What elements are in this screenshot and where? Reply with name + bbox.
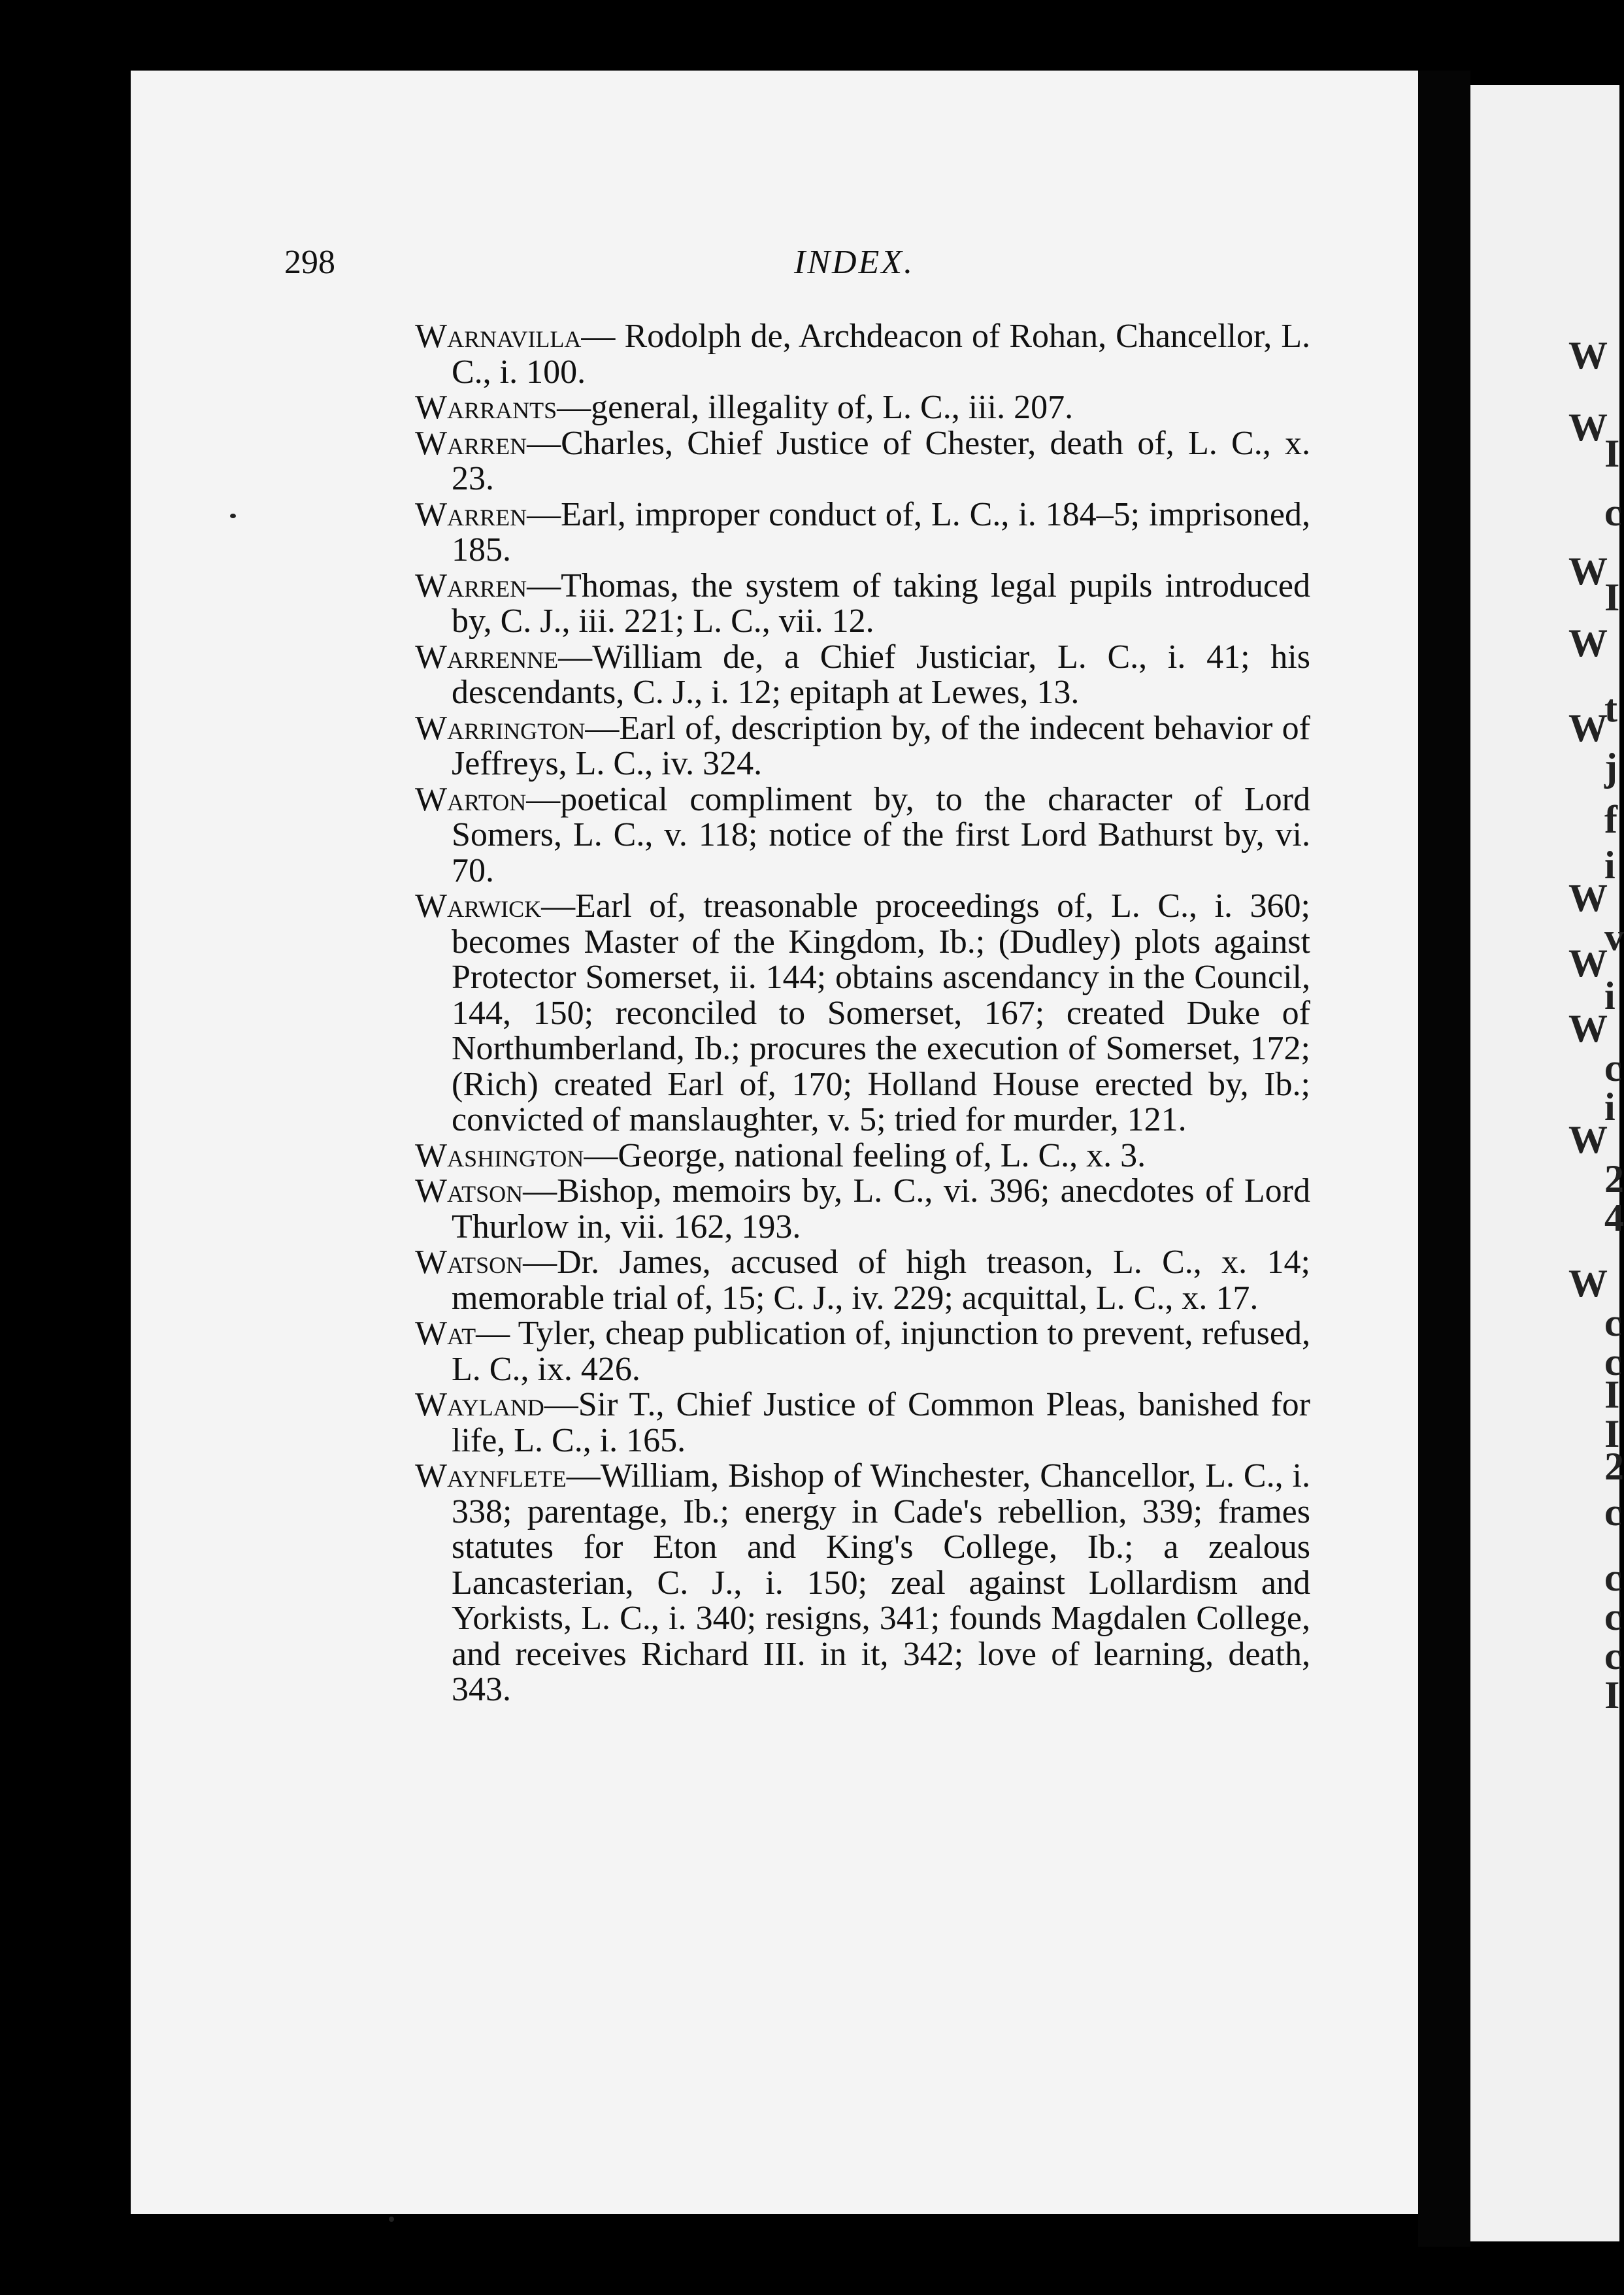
index-entry (415, 390, 1310, 426)
adjacent-page-fragment: c (1604, 1046, 1622, 1089)
adjacent-page-fragment: I (1604, 1674, 1620, 1717)
adjacent-page-fragment: i (1604, 844, 1616, 887)
adjacent-page-fragment: i (1604, 974, 1616, 1017)
page-title: INDEX. (794, 244, 915, 281)
adjacent-page-fragment: c (1604, 1595, 1622, 1638)
adjacent-page-fragment: i (1604, 1085, 1616, 1129)
adjacent-page-fragment: W (1568, 1262, 1608, 1305)
index-entry (415, 569, 1310, 640)
adjacent-page-fragment: I (1604, 1373, 1620, 1416)
adjacent-page-fragment: W (1568, 550, 1608, 593)
entry-text: —Earl, improper conduct of, L. C., i. 184–5; imprisoned, 185. (452, 495, 1310, 569)
entry-text: —Charles, Chief Justice of Chester, death of, L. C., x. 23. (452, 424, 1310, 497)
adjacent-page-fragment: I (1604, 576, 1620, 619)
entry-headword: Warwick (415, 887, 542, 925)
index-entry (415, 1387, 1310, 1459)
adjacent-page-edge (1470, 85, 1624, 2241)
adjacent-page-fragment: c (1604, 1634, 1622, 1677)
entry-text: —Sir T., Chief Justice of Common Pleas, banished for life, L. C., i. 165. (452, 1386, 1310, 1459)
page-header (284, 243, 1310, 295)
adjacent-page-fragment: v (1604, 916, 1624, 959)
entry-headword: Warren (415, 495, 527, 533)
entry-headword: Warrenne (415, 638, 559, 676)
adjacent-page-fragment: W (1568, 942, 1608, 985)
entry-headword: Warrington (415, 709, 586, 747)
adjacent-page-fragment: c (1604, 1340, 1622, 1383)
adjacent-page-fragment: W (1568, 1007, 1608, 1050)
adjacent-page-fragment: W (1568, 1118, 1608, 1161)
adjacent-page-fragment: c (1604, 1301, 1622, 1344)
entry-text: —general, illegality of, L. C., iii. 207. (557, 389, 1074, 426)
index-entry (415, 1138, 1310, 1174)
entry-headword: Wayland (415, 1386, 544, 1423)
adjacent-page-fragment: t (1604, 687, 1617, 730)
index-entry (415, 782, 1310, 889)
entry-headword: Washington (415, 1136, 584, 1174)
entry-text: —Earl of, treasonable proceedings of, L. C., i. 360; becomes Master of the Kingdom, Ib.; (Dudley) plots against Protector Somerset, ii. 144; obtains ascendancy in the Council, 144, 150; reconciled to Somerset, 167; created Duke of Northumberland, Ib.; procures the execution of Somerset, 172; (Rich) created Earl of, 170; Holland House erected by, Ib.; convicted of manslaughter, v. 5; tried for murder, 121. (452, 887, 1310, 1138)
entry-headword: Warnavilla (415, 318, 582, 355)
entry-headword: Waynflete (415, 1457, 567, 1494)
index-entry (415, 1316, 1310, 1387)
entry-headword: Warren (415, 567, 527, 604)
index-entry (415, 497, 1310, 569)
adjacent-page-fragment: 2 (1604, 1157, 1624, 1200)
adjacent-page-fragment: W (1568, 334, 1608, 377)
index-entry (415, 426, 1310, 497)
adjacent-page-fragment: W (1568, 876, 1608, 919)
entry-text: —George, national feeling of, L. C., x. 3. (584, 1136, 1146, 1174)
entry-text: —Bishop, memoirs by, L. C., vi. 396; anecdotes of Lord Thurlow in, vii. 162, 193. (452, 1172, 1310, 1246)
entry-text: —poetical compliment by, to the character of Lord Somers, L. C., v. 118; notice of the first Lord Bathurst by, vi. 70. (452, 780, 1310, 889)
book-spine (1418, 71, 1470, 2247)
index-entry (415, 1245, 1310, 1316)
index-entry (415, 1459, 1310, 1708)
adjacent-page-fragment: W (1568, 621, 1608, 665)
entry-text: —Thomas, the system of taking legal pupils introduced by, C. J., iii. 221; L. C., vii. 12. (452, 567, 1310, 640)
entry-text: —William de, a Chief Justiciar, L. C., i. 41; his descendants, C. J., i. 12; epitaph at Lewes, 13. (452, 638, 1310, 711)
entry-headword: Warton (415, 780, 527, 818)
adjacent-page-fragment: 2 (1604, 1445, 1624, 1488)
entry-headword: Warrants (415, 389, 557, 426)
adjacent-page-fragment: W (1568, 706, 1608, 750)
adjacent-page-fragment: j (1604, 746, 1617, 789)
index-entries (415, 319, 1310, 1708)
entry-text: — Tyler, cheap publication of, injunction to prevent, refused, L. C., ix. 426. (452, 1315, 1310, 1388)
print-speck (230, 514, 236, 518)
entry-text: — Rodolph de, Archdeacon of Rohan, Chancellor, L. C., i. 100. (452, 318, 1310, 391)
index-entry (415, 889, 1310, 1138)
adjacent-page-fragment: I (1604, 432, 1620, 475)
entry-headword: Warren (415, 424, 527, 462)
index-entry (415, 711, 1310, 782)
page-number: 298 (284, 244, 335, 281)
adjacent-page-fragment: c (1604, 1491, 1622, 1534)
print-speck (389, 2217, 394, 2222)
entry-headword: Watson (415, 1172, 523, 1210)
adjacent-page-fragment: 4 (1604, 1197, 1624, 1240)
entry-text: —Earl of, description by, of the indecent behavior of Jeffreys, L. C., iv. 324. (452, 709, 1310, 782)
index-entry (415, 640, 1310, 711)
adjacent-page-fragment: I (1604, 1412, 1620, 1455)
entry-text: —Dr. James, accused of high treason, L. C., x. 14; memorable trial of, 15; C. J., iv. 229; acquittal, L. C., x. 17. (452, 1244, 1310, 1317)
adjacent-page-fragment: W (1568, 406, 1608, 449)
adjacent-page-fragment: c (1604, 491, 1622, 534)
index-entry (415, 1174, 1310, 1245)
entry-text: —William, Bishop of Winchester, Chancellor, L. C., i. 338; parentage, Ib.; energy in Cade's rebellion, 339; frames statutes for Eton and King's College, Ib.; a zealous Lancasterian, C. J., i. 150; zeal against Lollardism and Yorkists, L. C., i. 340; resigns, 341; founds Magdalen College, and receives Richard III. in it, 342; love of learning, death, 343. (452, 1457, 1310, 1708)
entry-headword: Watson (415, 1244, 523, 1281)
entry-headword: Wat (415, 1315, 476, 1352)
index-entry (415, 319, 1310, 390)
adjacent-page-fragment: f (1604, 798, 1617, 841)
adjacent-page-fragment: c (1604, 1556, 1622, 1599)
